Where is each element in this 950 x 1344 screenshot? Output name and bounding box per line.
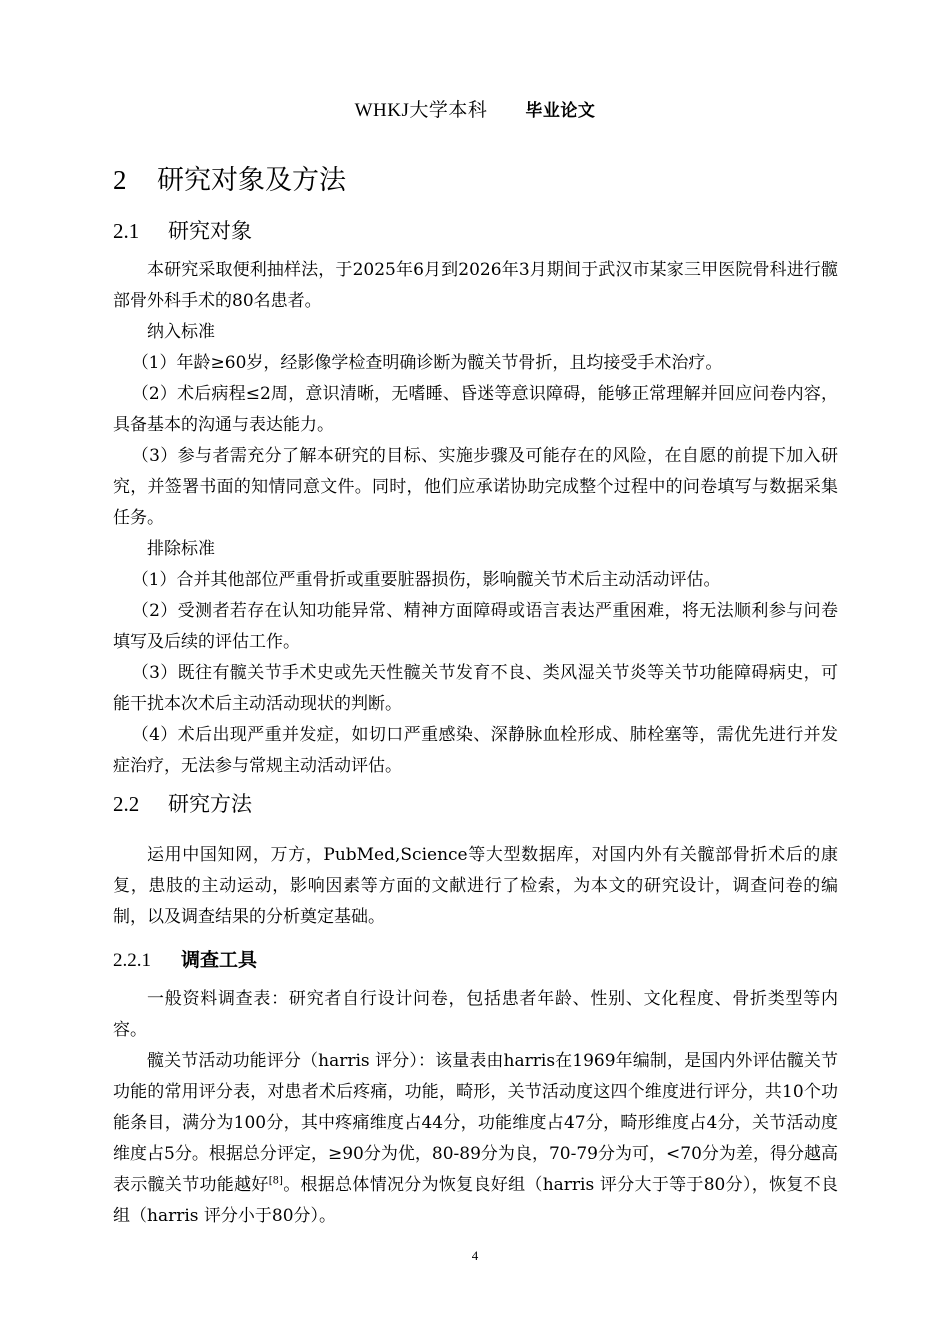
header-rule [112,126,838,127]
running-header [0,95,950,122]
subsection-number: 2.2 [113,792,140,816]
section-heading [113,158,838,203]
harris-text: 髋关节活动功能评分（harris 评分）：该量表由harris在1969年编制，是国内外评估髋关节功能的常用评分表，对患者术后疼痛，功能，畸形，关节活动度这四个维度进行评分，共10个功能条目，满分为100分，其中疼痛维度占44分，功能维度占47分，畸形维度占4分，关节活动度维度占5分。根据总分评定，≥90分为优，80-89分为良，70-79分为可，<70分为差，得分越高表示髋关节功能越好 [113,1051,838,1195]
inclusion-item: （3）参与者需充分了解本研究的目标、实施步骤及可能存在的风险，在自愿的前提下加入研究，并签署书面的知情同意文件。同时，他们应承诺协助完成整个过程中的问卷填写与数据采集任务。 [113,446,838,528]
methods-paragraph: 运用中国知网，万方，PubMed,Science等大型数据库，对国内外有关髋部骨折术后的康复，患肢的主动运动，影响因素等方面的文献进行了检索，为本文的研究设计，调查问卷的编制，以及调查结果的分析奠定基础。 [113,845,838,927]
subsection-number: 2.1 [113,219,140,243]
sampling-paragraph: 本研究采取便利抽样法，于2025年6月到2026年3月期间于武汉市某家三甲医院骨科进行髋部骨外科手术的80名患者。 [113,260,838,311]
subsection-heading-2-2 [113,782,838,826]
subsection-title: 研究对象 [168,219,252,243]
body-content [113,158,838,1232]
inclusion-criteria-title: 纳入标准 [147,322,215,342]
exclusion-item: （2）受测者若存在认知功能异常、精神方面障碍或语言表达严重困难，将无法顺利参与问卷填写及后续的评估工作。 [113,601,838,652]
harris-text-tail: 。根据总体情况分为恢复良好组（harris 评分大于等于80分），恢复不良组（harris 评分小于80分）。 [113,1175,838,1226]
subsubsection-heading-2-2-1 [113,939,838,982]
header-thesis-label: 毕业论文 [525,101,596,121]
subsubsection-number: 2.2.1 [113,950,151,971]
exclusion-criteria-title: 排除标准 [147,539,215,559]
header-university: WHKJ大学本科 [354,100,488,121]
section-title: 研究对象及方法 [157,165,346,196]
exclusion-item: （4）术后出现严重并发症，如切口严重感染、深静脉血栓形成、肺栓塞等，需优先进行并发症治疗，无法参与常规主动活动评估。 [113,725,838,776]
general-info-paragraph: 一般资料调查表：研究者自行设计问卷，包括患者年龄、性别、文化程度、骨折类型等内容。 [113,989,838,1040]
subsection-heading-2-1 [113,209,838,253]
section-number: 2 [113,165,127,195]
page-number: 4 [471,1248,479,1263]
subsection-title: 研究方法 [168,792,252,816]
exclusion-item: （3）既往有髋关节手术史或先天性髋关节发育不良、类风湿关节炎等关节功能障碍病史，可能干扰本次术后主动活动现状的判断。 [113,663,838,714]
exclusion-item: （1）合并其他部位严重骨折或重要脏器损伤，影响髋关节术后主动活动评估。 [131,570,721,590]
citation-ref: [8] [268,1175,283,1187]
inclusion-item: （2）术后病程≤2周，意识清晰，无嗜睡、昏迷等意识障碍，能够正常理解并回应问卷内容，具备基本的沟通与表达能力。 [113,384,838,435]
harris-score-paragraph [113,1046,838,1232]
subsubsection-title: 调查工具 [181,949,258,971]
inclusion-item: （1）年龄≥60岁，经影像学检查明确诊断为髋关节骨折，且均接受手术治疗。 [131,353,723,373]
